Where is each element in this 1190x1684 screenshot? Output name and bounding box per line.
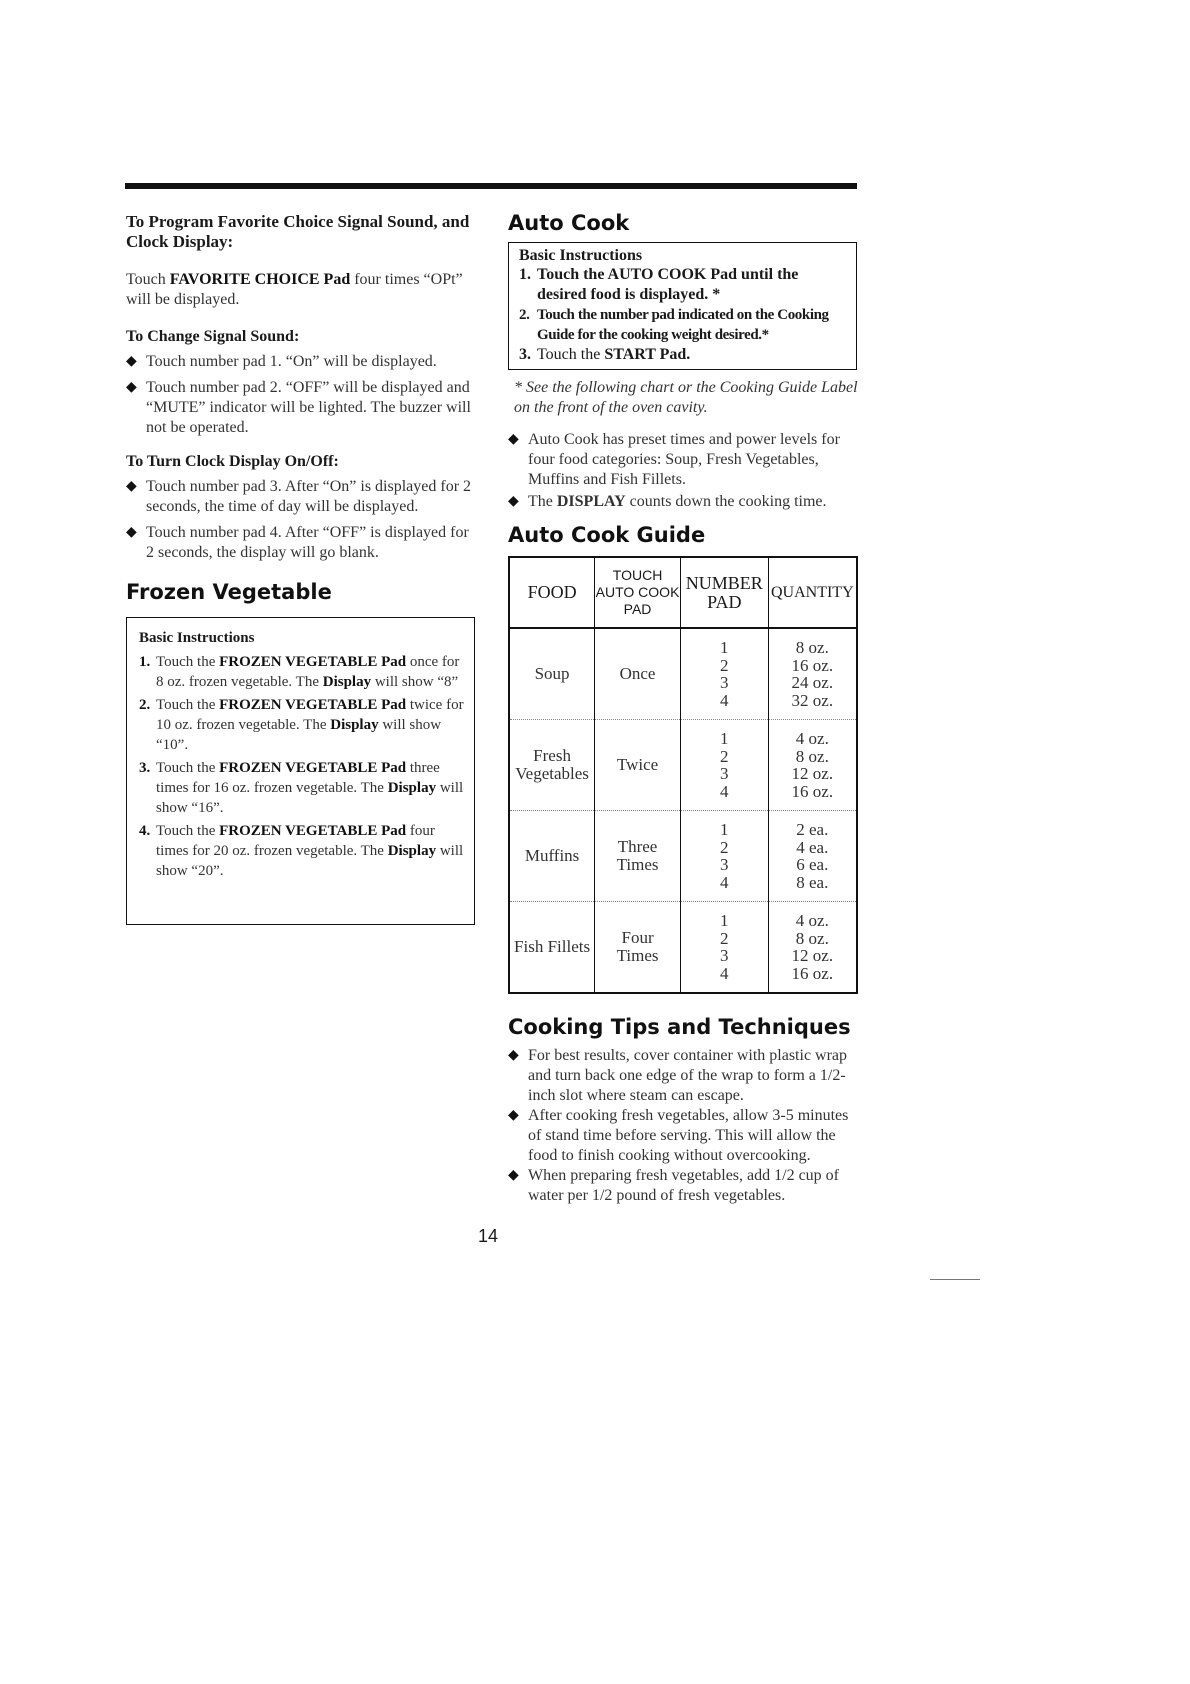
- header-line: PAD: [623, 601, 652, 617]
- step-pad-name: FROZEN VEGETABLE Pad: [219, 760, 407, 776]
- step-number: 2.: [139, 697, 151, 713]
- diamond-bullet-icon: ◆: [126, 380, 137, 395]
- signal-bullet-text: Touch number pad 1. “On” will be displayed.: [146, 353, 437, 370]
- diamond-bullet-icon: ◆: [508, 1168, 519, 1183]
- header-line: AUTO COOK: [595, 584, 680, 600]
- quantity-cell: [768, 720, 857, 811]
- touch-cell-line: Three: [617, 837, 658, 856]
- touch-cell-line: Twice: [616, 755, 659, 774]
- column-header-food: FOOD: [509, 557, 595, 628]
- touch-cell-line: Times: [616, 946, 659, 965]
- quantity-cell: [768, 628, 857, 720]
- signal-bullet-list: [126, 352, 476, 438]
- step-text: Touch the: [156, 697, 220, 713]
- frozen-step: [139, 695, 464, 755]
- cooking-tips-heading: Cooking Tips and Techniques: [508, 1015, 851, 1039]
- left-column: [126, 212, 476, 925]
- program-text-pre: Touch: [126, 271, 170, 288]
- program-text-bold: FAVORITE CHOICE Pad: [169, 271, 351, 288]
- food-cell-line: Vegetables: [515, 764, 589, 783]
- page-number: 14: [478, 1226, 499, 1246]
- number-pad-cell-line: 1: [720, 911, 729, 930]
- step-display-word: Display: [387, 843, 437, 859]
- food-cell: [509, 628, 595, 720]
- header-line: NUMBER: [685, 572, 763, 593]
- diamond-bullet-icon: ◆: [126, 525, 137, 540]
- step-number: 3.: [519, 346, 531, 363]
- number-pad-cell-line: 4: [720, 781, 729, 801]
- step-text: Touch the: [156, 654, 220, 670]
- number-pad-cell-line: 4: [720, 872, 729, 892]
- step-number: 1.: [519, 266, 531, 283]
- column-header-quantity: QUANTITY: [768, 557, 857, 628]
- table-row: [509, 902, 857, 994]
- frozen-box-title: Basic Instructions: [139, 630, 255, 646]
- step-display-word: Display: [387, 780, 437, 796]
- program-text: [126, 270, 476, 310]
- diamond-bullet-icon: ◆: [126, 479, 137, 494]
- table-row: [509, 628, 857, 720]
- quantity-cell-line: 16 oz.: [791, 781, 834, 801]
- food-cell: [509, 720, 595, 811]
- touch-cell: [595, 811, 681, 902]
- auto-cook-step: [519, 265, 848, 305]
- step-text: Touch the: [156, 823, 220, 839]
- number-pad-cell-line: 3: [720, 673, 729, 692]
- auto-cook-guide-heading: Auto Cook Guide: [508, 523, 706, 547]
- frozen-step: [139, 758, 464, 818]
- auto-cook-bullet: [508, 492, 858, 512]
- bullet-bold-text: DISPLAY: [556, 493, 626, 510]
- auto-cook-instructions-box: [508, 242, 857, 370]
- clock-heading: To Turn Clock Display On/Off:: [126, 453, 339, 470]
- step-text: will show “8”: [371, 674, 459, 690]
- column-header-touch: [595, 557, 681, 628]
- number-pad-cell-line: 3: [720, 855, 729, 874]
- quantity-cell-line: 12 oz.: [791, 946, 834, 965]
- diamond-bullet-icon: ◆: [126, 354, 137, 369]
- food-cell-line: Fish Fillets: [514, 937, 591, 956]
- number-pad-cell-line: 2: [720, 746, 729, 766]
- step-text: will show “16”.: [156, 780, 464, 816]
- food-cell: [509, 902, 595, 994]
- clock-bullet: [126, 477, 476, 517]
- auto-cook-bullet: [508, 430, 858, 490]
- auto-cook-guide-table: [508, 556, 858, 994]
- step-text: will show “10”.: [156, 717, 442, 753]
- auto-cook-step: [519, 345, 848, 365]
- step-display-word: Display: [330, 717, 379, 733]
- quantity-cell-line: 4 ea.: [796, 837, 829, 857]
- number-pad-cell-line: 3: [720, 946, 729, 965]
- auto-cook-heading: Auto Cook: [508, 211, 630, 235]
- quantity-cell: [768, 811, 857, 902]
- food-cell-line: Soup: [534, 664, 570, 683]
- quantity-cell-line: 32 oz.: [791, 690, 834, 710]
- quantity-cell-line: 4 oz.: [795, 911, 829, 930]
- auto-cook-box-title: Basic Instructions: [519, 247, 643, 264]
- number-pad-cell-line: 4: [720, 963, 729, 983]
- touch-cell: [595, 720, 681, 811]
- quantity-cell-line: 16 oz.: [791, 963, 834, 983]
- quantity-cell: [768, 902, 857, 994]
- top-rule: [125, 183, 857, 189]
- diamond-bullet-icon: ◆: [508, 432, 519, 447]
- step-text: Touch the: [156, 760, 220, 776]
- column-header-number-pad: [680, 557, 768, 628]
- corner-rule: [930, 1279, 980, 1280]
- number-pad-cell: [680, 902, 768, 994]
- bullet-text: The: [528, 493, 557, 510]
- tip-text: For best results, cover container with plastic wrap and turn back one edge of the wrap to form a 1/2-inch slot where steam can escape.: [528, 1047, 848, 1104]
- frozen-vegetable-heading: Frozen Vegetable: [126, 580, 332, 604]
- quantity-cell-line: 6 ea.: [796, 855, 829, 874]
- step-pad-name: START Pad.: [604, 346, 691, 363]
- header-line: TOUCH: [612, 567, 663, 583]
- clock-bullet-text: Touch number pad 4. After “OFF” is displayed for 2 seconds, the display will go blank.: [146, 524, 469, 561]
- program-text-post: four times “OPt” will be displayed.: [126, 271, 463, 308]
- step-text: three times for 16 oz. frozen vegetable. The: [156, 760, 440, 796]
- quantity-cell-line: 8 ea.: [796, 872, 829, 892]
- food-cell-line: Fresh: [533, 746, 571, 765]
- cooking-guide-note: * See the following chart or the Cooking Guide Label on the front of the oven cavity.: [514, 379, 858, 416]
- touch-cell: [595, 902, 681, 994]
- number-pad-cell: [680, 628, 768, 720]
- clock-bullet: [126, 523, 476, 563]
- signal-bullet-text: Touch number pad 2. “OFF” will be displayed and “MUTE” indicator will be lighted. The buzzer will not be operated.: [146, 379, 471, 436]
- number-pad-cell-line: 4: [720, 690, 729, 710]
- clock-bullet-text: Touch number pad 3. After “On” is displayed for 2 seconds, the time of day will be displayed.: [146, 478, 472, 515]
- number-pad-cell: [680, 811, 768, 902]
- touch-cell-line: Once: [619, 664, 656, 683]
- number-pad-cell-line: 1: [720, 638, 729, 657]
- clock-bullet-list: [126, 477, 476, 563]
- quantity-cell-line: 8 oz.: [795, 638, 829, 657]
- food-cell-line: Muffins: [524, 846, 580, 865]
- quantity-cell-line: 16 oz.: [791, 655, 834, 675]
- step-text: four times for 20 oz. frozen vegetable. The: [156, 823, 435, 859]
- number-pad-cell: [680, 720, 768, 811]
- diamond-bullet-icon: ◆: [508, 1048, 519, 1063]
- number-pad-cell-line: 2: [720, 928, 729, 948]
- quantity-cell-line: 8 oz.: [795, 928, 829, 948]
- number-pad-cell-line: 2: [720, 837, 729, 857]
- bullet-text: counts down the cooking time.: [625, 493, 827, 510]
- tip-text: After cooking fresh vegetables, allow 3-5 minutes of stand time before serving. This will allow the food to finish cooking without overcooking.: [528, 1107, 849, 1164]
- step-text: Touch the number pad indicated on the Cooking Guide for the cooking weight desired.*: [537, 307, 829, 343]
- touch-cell-line: Four: [621, 928, 654, 947]
- number-pad-cell-line: 1: [720, 820, 729, 839]
- step-number: 4.: [139, 823, 151, 839]
- step-text: Touch the AUTO COOK Pad until the desired food is displayed. *: [537, 266, 799, 303]
- food-cell: [509, 811, 595, 902]
- signal-bullet: [126, 352, 476, 372]
- step-pad-name: FROZEN VEGETABLE Pad: [219, 654, 407, 670]
- step-text: twice for 10 oz. frozen vegetable. The: [156, 697, 464, 733]
- number-pad-cell-line: 3: [720, 764, 729, 783]
- touch-cell: [595, 628, 681, 720]
- diamond-bullet-icon: ◆: [508, 494, 519, 509]
- table-row: [509, 720, 857, 811]
- table-row: [509, 811, 857, 902]
- quantity-cell-line: 24 oz.: [791, 673, 834, 692]
- cooking-tips-list: [508, 1046, 858, 1206]
- touch-cell-line: Times: [616, 855, 659, 874]
- step-display-word: Display: [322, 674, 372, 690]
- number-pad-cell-line: 1: [720, 729, 729, 748]
- right-column: [508, 210, 858, 1206]
- header-line: PAD: [707, 591, 742, 612]
- step-pad-name: FROZEN VEGETABLE Pad: [219, 697, 407, 713]
- step-text: once for 8 oz. frozen vegetable. The: [156, 654, 460, 690]
- quantity-cell-line: 4 oz.: [795, 729, 829, 748]
- step-number: 3.: [139, 760, 151, 776]
- quantity-cell-line: 12 oz.: [791, 764, 834, 783]
- program-heading: To Program Favorite Choice Signal Sound, and Clock Display:: [126, 212, 470, 251]
- step-text: Touch the: [537, 346, 605, 363]
- frozen-vegetable-instructions-box: [126, 617, 475, 925]
- tip-text: When preparing fresh vegetables, add 1/2 cup of water per 1/2 pound of fresh vegetables.: [528, 1167, 839, 1204]
- tip-bullet: [508, 1106, 858, 1166]
- step-text: will show “20”.: [156, 843, 464, 879]
- signal-heading: To Change Signal Sound:: [126, 328, 300, 345]
- step-number: 2.: [519, 307, 530, 323]
- quantity-cell-line: 8 oz.: [795, 746, 829, 766]
- step-number: 1.: [139, 654, 151, 670]
- quantity-cell-line: 2 ea.: [796, 820, 829, 839]
- signal-bullet: [126, 378, 476, 438]
- frozen-step: [139, 652, 464, 692]
- auto-cook-bullet-list: [508, 430, 858, 512]
- tip-bullet: [508, 1046, 858, 1106]
- bullet-text: Auto Cook has preset times and power levels for four food categories: Soup, Fresh Vegetables, Muffins and Fish Fillets.: [528, 431, 840, 488]
- frozen-step: [139, 821, 464, 881]
- diamond-bullet-icon: ◆: [508, 1108, 519, 1123]
- auto-cook-step: [519, 305, 848, 345]
- tip-bullet: [508, 1166, 858, 1206]
- number-pad-cell-line: 2: [720, 655, 729, 675]
- table-header-row: [509, 557, 857, 628]
- step-pad-name: FROZEN VEGETABLE Pad: [219, 823, 407, 839]
